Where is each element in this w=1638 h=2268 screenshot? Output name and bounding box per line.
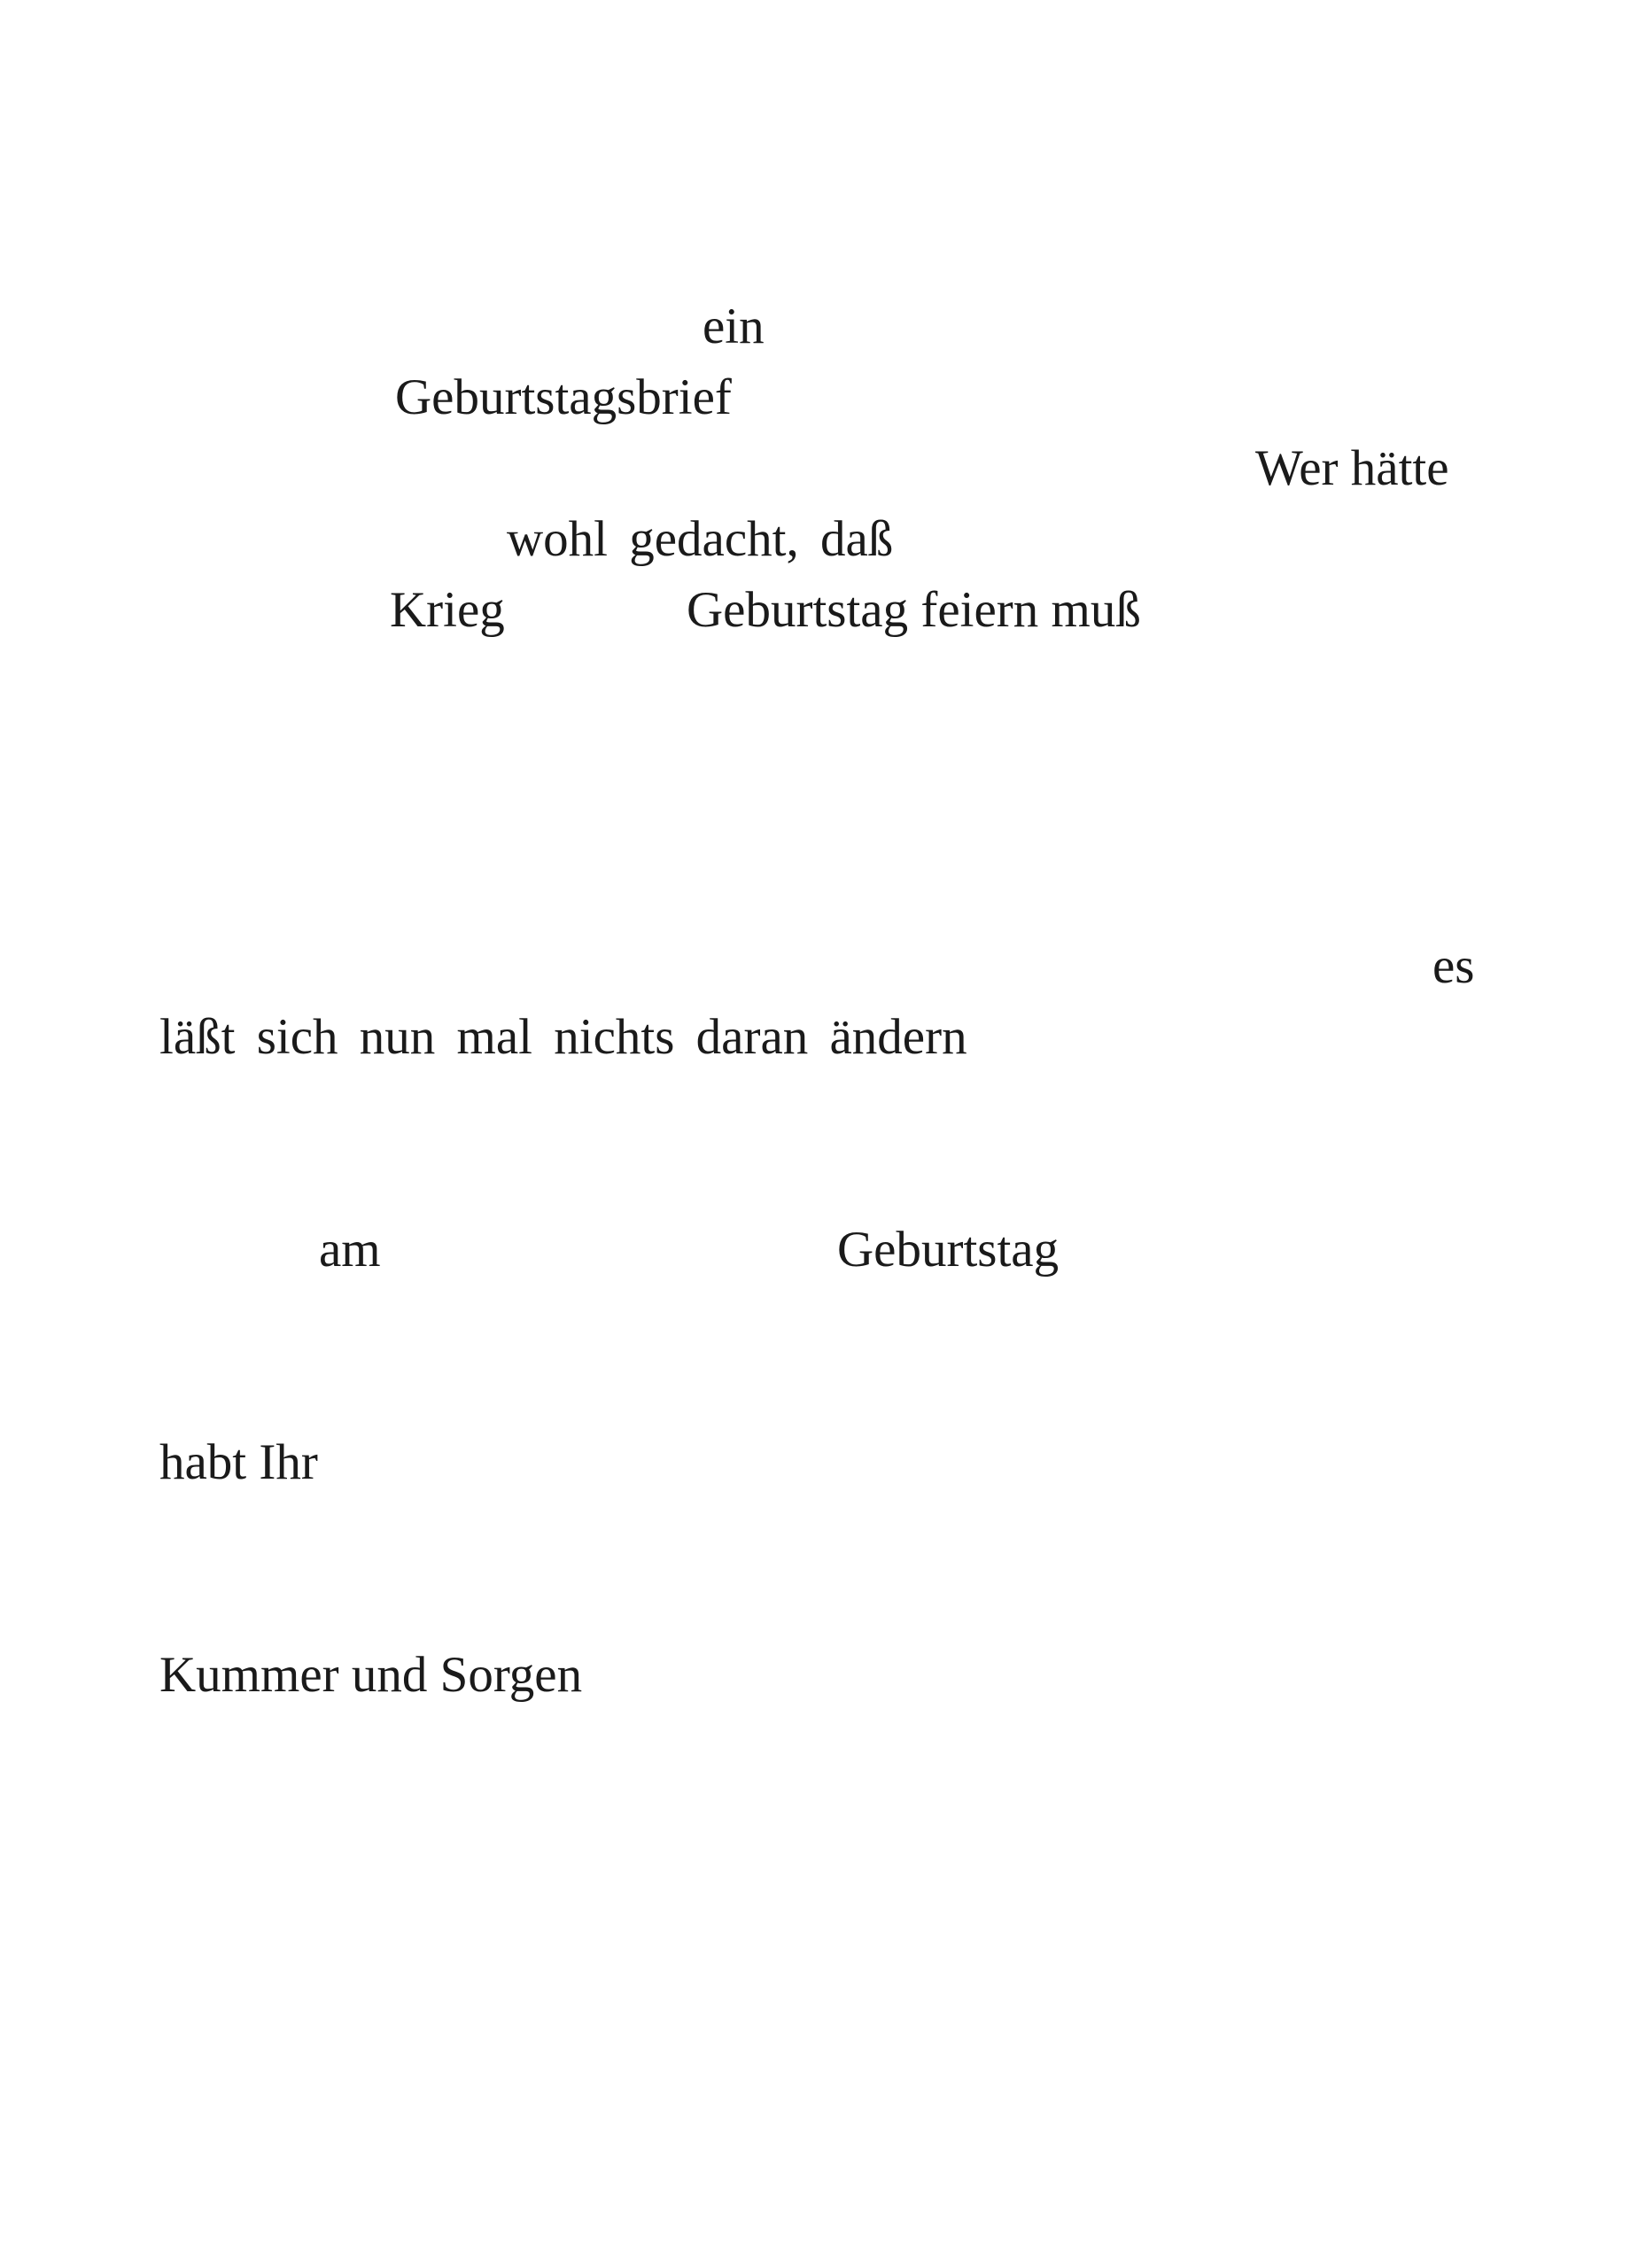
fragment-habt-ihr: habt Ihr [159,1434,318,1490]
fragment-wohl-gedacht-dass: wohl gedacht, daß [507,511,894,567]
fragment-es: es [1432,938,1475,994]
fragment-geburtstag-feiern-muss: Geburtstag feiern muß [687,582,1141,638]
fragment-kummer-und-sorgen: Kummer und Sorgen [159,1647,583,1703]
fragment-wer-haette: Wer hätte [1255,440,1449,496]
fragment-ein: ein [703,299,765,354]
fragment-geburtstagsbrief: Geburtstagsbrief [395,369,732,425]
fragment-geburtstag: Geburtstag [837,1222,1060,1278]
fragment-am: am [319,1222,381,1278]
fragment-laesst-sich: läßt sich nun mal nichts daran ändern [159,1009,967,1065]
fragment-krieg: Krieg [390,582,505,638]
